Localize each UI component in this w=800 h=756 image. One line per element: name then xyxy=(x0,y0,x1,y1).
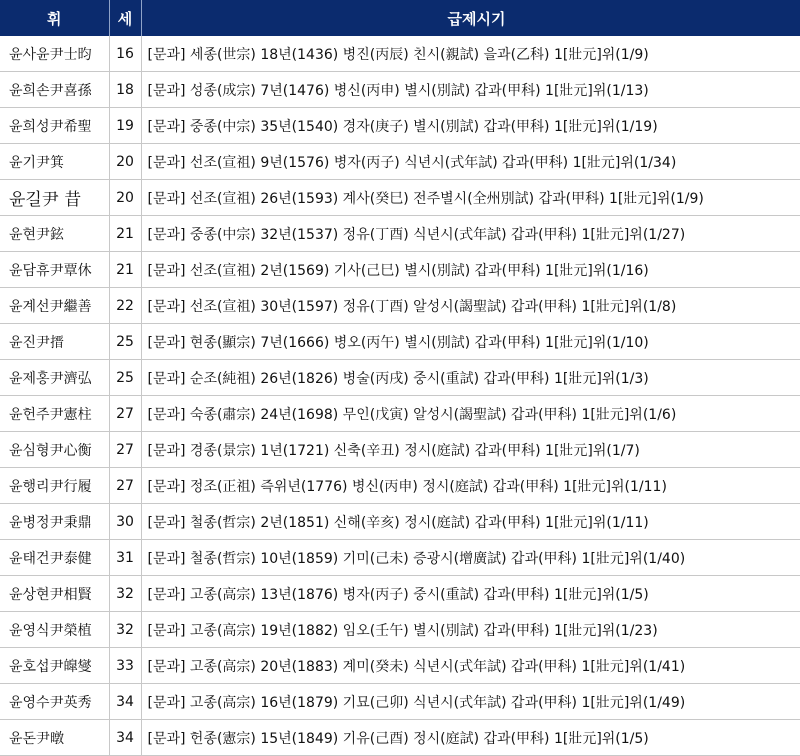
exam-date-cell: [문과] 철종(哲宗) 2년(1851) 신해(辛亥) 정시(庭試) 갑과(甲科) 1[壯元]위(1/11) xyxy=(141,504,800,540)
exam-date-cell: [문과] 현종(顯宗) 7년(1666) 병오(丙午) 별시(別試) 갑과(甲科) 1[壯元]위(1/10) xyxy=(141,324,800,360)
table-body xyxy=(0,36,800,756)
person-name: 윤헌주尹憲柱 xyxy=(0,396,109,432)
person-name: 윤현尹鉉 xyxy=(0,216,109,252)
table-row xyxy=(0,288,800,324)
table-row xyxy=(0,396,800,432)
age-cell: 33 xyxy=(109,648,141,684)
person-name: 윤담휴尹覃休 xyxy=(0,252,109,288)
age-cell: 34 xyxy=(109,684,141,720)
exam-date-cell: [문과] 헌종(憲宗) 15년(1849) 기유(己酉) 정시(庭試) 갑과(甲科) 1[壯元]위(1/5) xyxy=(141,720,800,756)
exam-date-cell: [문과] 선조(宣祖) 2년(1569) 기사(己巳) 별시(別試) 갑과(甲科) 1[壯元]위(1/16) xyxy=(141,252,800,288)
person-name: 윤사윤尹士昀 xyxy=(0,36,109,72)
table-header xyxy=(0,0,800,36)
person-name: 윤호섭尹皥燮 xyxy=(0,648,109,684)
exam-date-cell: [문과] 순조(純祖) 26년(1826) 병술(丙戌) 중시(重試) 갑과(甲科) 1[壯元]위(1/3) xyxy=(141,360,800,396)
age-cell: 27 xyxy=(109,432,141,468)
person-name: 윤상현尹相賢 xyxy=(0,576,109,612)
exam-date-cell: [문과] 세종(世宗) 18년(1436) 병진(丙辰) 친시(親試) 을과(乙科) 1[壯元]위(1/9) xyxy=(141,36,800,72)
age-cell: 21 xyxy=(109,216,141,252)
header-row xyxy=(0,0,800,36)
exam-date-cell: [문과] 경종(景宗) 1년(1721) 신축(辛丑) 정시(庭試) 갑과(甲科) 1[壯元]위(1/7) xyxy=(141,432,800,468)
age-cell: 27 xyxy=(109,468,141,504)
table-row xyxy=(0,360,800,396)
exam-date-cell: [문과] 고종(高宗) 13년(1876) 병자(丙子) 중시(重試) 갑과(甲科) 1[壯元]위(1/5) xyxy=(141,576,800,612)
table-row xyxy=(0,684,800,720)
person-name: 윤기尹箕 xyxy=(0,144,109,180)
person-name: 윤진尹搢 xyxy=(0,324,109,360)
person-name: 윤희손尹喜孫 xyxy=(0,72,109,108)
table-row xyxy=(0,180,800,216)
table-row xyxy=(0,468,800,504)
age-cell: 20 xyxy=(109,144,141,180)
person-name: 윤희성尹希聖 xyxy=(0,108,109,144)
table-row xyxy=(0,324,800,360)
table-row xyxy=(0,648,800,684)
age-cell: 19 xyxy=(109,108,141,144)
age-cell: 20 xyxy=(109,180,141,216)
exam-date-cell: [문과] 철종(哲宗) 10년(1859) 기미(己未) 증광시(增廣試) 갑과(甲科) 1[壯元]위(1/40) xyxy=(141,540,800,576)
header-age: 세 xyxy=(109,0,141,36)
exam-date-cell: [문과] 고종(高宗) 20년(1883) 계미(癸未) 식년시(式年試) 갑과(甲科) 1[壯元]위(1/41) xyxy=(141,648,800,684)
age-cell: 27 xyxy=(109,396,141,432)
age-cell: 32 xyxy=(109,612,141,648)
table-row xyxy=(0,108,800,144)
exam-date-cell: [문과] 선조(宣祖) 30년(1597) 정유(丁酉) 알성시(謁聖試) 갑과(甲科) 1[壯元]위(1/8) xyxy=(141,288,800,324)
exam-date-cell: [문과] 선조(宣祖) 26년(1593) 계사(癸巳) 전주별시(全州別試) 갑과(甲科) 1[壯元]위(1/9) xyxy=(141,180,800,216)
exam-date-cell: [문과] 중종(中宗) 32년(1537) 정유(丁酉) 식년시(式年試) 갑과(甲科) 1[壯元]위(1/27) xyxy=(141,216,800,252)
table-row xyxy=(0,720,800,756)
exam-date-cell: [문과] 성종(成宗) 7년(1476) 병신(丙申) 별시(別試) 갑과(甲科) 1[壯元]위(1/13) xyxy=(141,72,800,108)
table-row xyxy=(0,576,800,612)
table-row xyxy=(0,432,800,468)
exam-date-cell: [문과] 선조(宣祖) 9년(1576) 병자(丙子) 식년시(式年試) 갑과(甲科) 1[壯元]위(1/34) xyxy=(141,144,800,180)
table-row xyxy=(0,216,800,252)
age-cell: 16 xyxy=(109,36,141,72)
person-name: 윤행리尹行履 xyxy=(0,468,109,504)
age-cell: 25 xyxy=(109,360,141,396)
table-row xyxy=(0,252,800,288)
age-cell: 34 xyxy=(109,720,141,756)
age-cell: 32 xyxy=(109,576,141,612)
age-cell: 30 xyxy=(109,504,141,540)
exam-date-cell: [문과] 고종(高宗) 16년(1879) 기묘(己卯) 식년시(式年試) 갑과(甲科) 1[壯元]위(1/49) xyxy=(141,684,800,720)
person-name: 윤영식尹榮植 xyxy=(0,612,109,648)
header-exam-date: 급제시기 xyxy=(141,0,800,36)
table-row xyxy=(0,144,800,180)
person-name: 윤태건尹泰健 xyxy=(0,540,109,576)
table-row xyxy=(0,72,800,108)
exam-date-cell: [문과] 정조(正祖) 즉위년(1776) 병신(丙申) 정시(庭試) 갑과(甲科) 1[壯元]위(1/11) xyxy=(141,468,800,504)
person-name: 윤길尹 昔 xyxy=(0,180,109,216)
exam-date-cell: [문과] 중종(中宗) 35년(1540) 경자(庚子) 별시(別試) 갑과(甲科) 1[壯元]위(1/19) xyxy=(141,108,800,144)
table-row xyxy=(0,612,800,648)
person-name: 윤계선尹繼善 xyxy=(0,288,109,324)
table-row xyxy=(0,540,800,576)
age-cell: 31 xyxy=(109,540,141,576)
person-name: 윤제홍尹濟弘 xyxy=(0,360,109,396)
age-cell: 25 xyxy=(109,324,141,360)
header-name: 휘 xyxy=(0,0,109,36)
age-cell: 22 xyxy=(109,288,141,324)
table-row xyxy=(0,504,800,540)
age-cell: 18 xyxy=(109,72,141,108)
age-cell: 21 xyxy=(109,252,141,288)
person-name: 윤영수尹英秀 xyxy=(0,684,109,720)
table-row xyxy=(0,36,800,72)
person-name: 윤심형尹心衡 xyxy=(0,432,109,468)
exam-date-cell: [문과] 숙종(肅宗) 24년(1698) 무인(戊寅) 알성시(謁聖試) 갑과(甲科) 1[壯元]위(1/6) xyxy=(141,396,800,432)
person-name: 윤돈尹暾 xyxy=(0,720,109,756)
exam-date-cell: [문과] 고종(高宗) 19년(1882) 임오(壬午) 별시(別試) 갑과(甲科) 1[壯元]위(1/23) xyxy=(141,612,800,648)
person-name: 윤병정尹秉鼎 xyxy=(0,504,109,540)
